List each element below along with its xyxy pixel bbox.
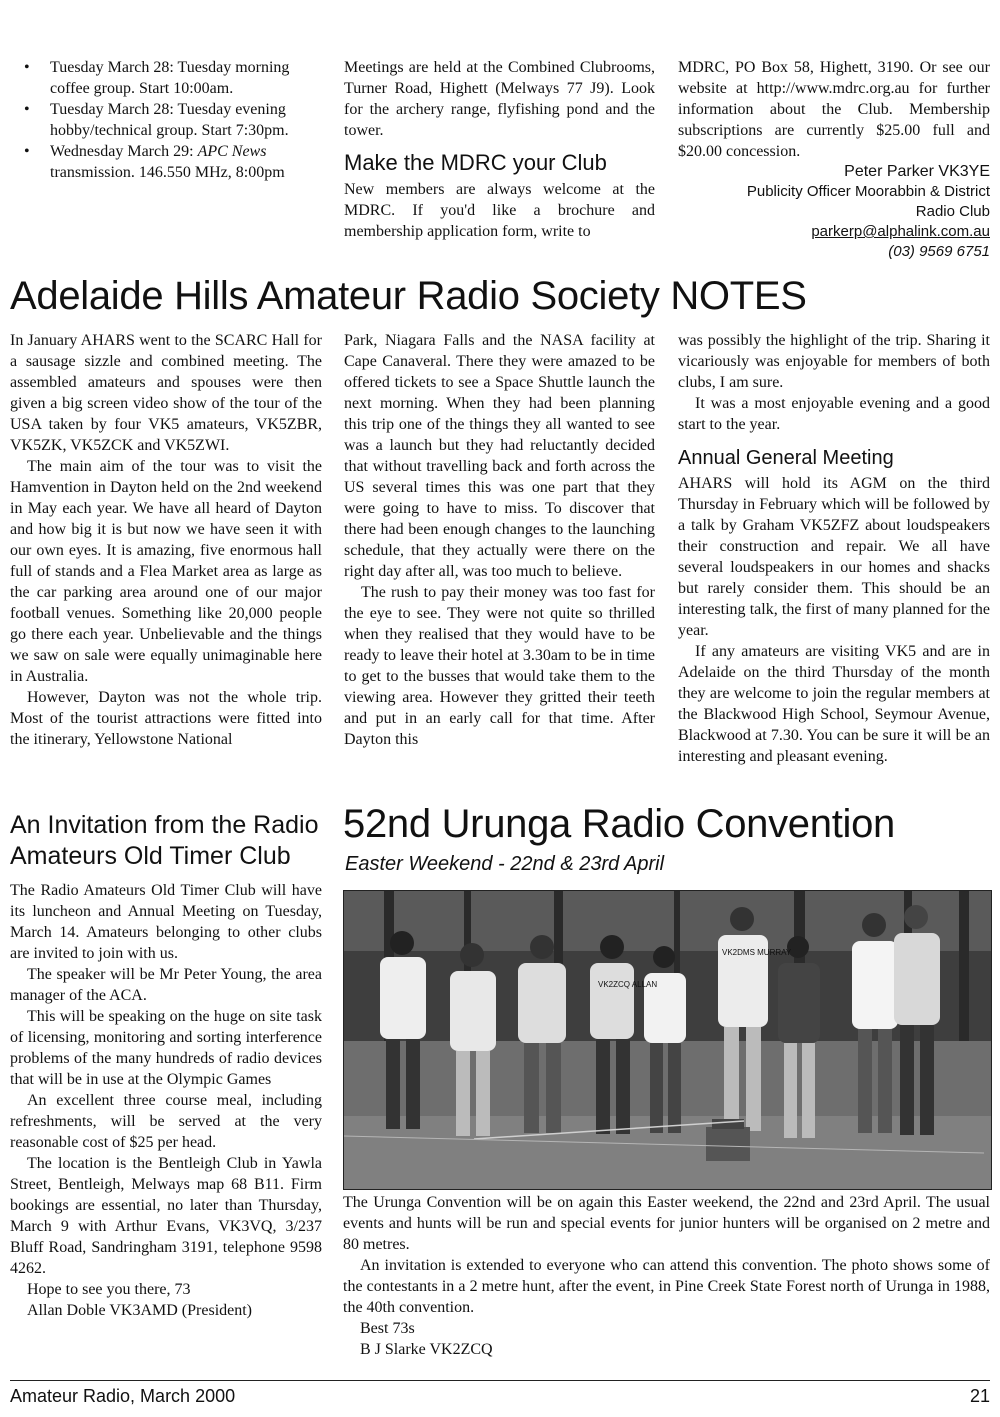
oldtimer-paragraph: The speaker will be Mr Peter Young, the area manager of the ACA. [10,966,322,1004]
bullet-icon: • [24,101,30,118]
ahars-column-2 [344,330,655,750]
oldtimer-signoff: Allan Doble VK3AMD (President) [27,1302,253,1319]
urunga-closing: Best 73s [360,1320,415,1337]
urunga-paragraph: An invitation is extended to everyone who can attend this convention. The photo shows some of the contestants in a 2 metre hunt, after the event, in Pine Creek State Forest north of Urunga in 1988, the 40th convention. [343,1257,990,1316]
equipment-box [706,1119,750,1161]
ahars-title: Adelaide Hills Amateur Radio Society NOTES [10,274,807,318]
mdrc-paragraph-cont: MDRC, PO Box 58, Highett, 3190. Or see our website at http://www.mdrc.org.au for further information about the Club. Membership subscriptions are currently $25.00 full and $20.00 concession. [678,59,990,160]
event-item: • Tuesday March 28: Tuesday evening hobby/technical group. Start 7:30pm. [24,101,289,139]
ahars-paragraph: However, Dayton was not the whole trip. Most of the tourist attractions were fitted into the itinerary, Yellowstone National [10,689,322,748]
urunga-signoff: B J Slarke VK2ZCQ [360,1341,493,1358]
page-number: 21 [969,1386,990,1406]
signoff-name: Peter Parker VK3YE [844,163,990,180]
ahars-paragraph: It was a most enjoyable evening and a good start to the year. [678,395,990,433]
urunga-paragraph: The Urunga Convention will be on again this Easter weekend, the 22nd and 23rd April. The usual events and hunts will be run and special events for junior hunters will be organised on 2 metre and 80 metres. [343,1194,990,1253]
ahars-paragraph: was possibly the highlight of the trip. Sharing it vicariously was enjoyable for members of both clubs, I am sure. [678,332,990,391]
mdrc-paragraph: New members are always welcome at the MDRC. If you'd like a brochure and membership application form, write to [344,181,655,240]
meetings-paragraph: Meetings are held at the Combined Clubrooms, Turner Road, Highett (Melways 77 J9). Look for the archery range, flyfishing pond and the tower. [344,59,655,139]
oldtimer-paragraph: An excellent three course meal, including refreshments, will be served at the very reasonable cost of $25 per head. [10,1092,322,1151]
oldtimer-column [10,810,322,1321]
oldtimer-paragraph: Hope to see you there, 73 [27,1281,191,1298]
events-column [10,57,328,183]
ahars-column-1 [10,330,322,750]
shirt-text-allan: VK2ZCQ ALLAN [598,980,658,989]
oldtimer-paragraph: The Radio Amateurs Old Timer Club will have its luncheon and Annual Meeting on Tuesday, March 14. Amateurs belonging to other clubs are invited to join with us. [10,882,322,962]
signoff-phone: (03) 9569 6751 [888,243,990,260]
ahars-paragraph: Park, Niagara Falls and the NASA facility at Cape Canaveral. There they were amazed to be offered tickets to see a Space Shuttle launch the next morning. When they had been planning this trip one of the things they all wanted to see was a launch but they had reluctantly decided that without travelling back and forth across the US several times this was one part that they were going to have to miss. To discover that there had been enough changes to the launching schedule, that they actually were there on the right day after all, was too much to believe. [344,332,655,580]
ahars-column-3 [678,330,990,767]
shirt-text-murray: VK2DMS MURRAY [722,948,792,957]
footer-rule [10,1380,990,1381]
events-list [10,57,328,183]
mdrc-heading: Make the MDRC your Club [344,150,607,175]
signoff-block [678,162,990,262]
convention-photo-graphic [344,891,991,1189]
bullet-icon: • [24,59,30,76]
agm-paragraph: AHARS will hold its AGM on the third Thursday in February which will be followed by a talk by Graham VK5ZFZ about loudspeakers their construction and repair. We all have several loudspeakers in our homes and shacks but rarely consider them. This should be an interesting talk, the first of many planned for the year. [678,475,990,639]
convention-photo [343,890,992,1190]
ahars-paragraph: The main aim of the tour was to visit the Hamvention in Dayton held on the 2nd weekend in May each year. We have all heard of Dayton and how big it is but now we have seen it with our own eyes. It is amazing, five enormous hall full of stands and a Flea Market area as large as the car parking area around one of our major football venues. Something like 20,000 people go there each year. Unbelievable and the things we saw on sale were equally unimaginable here in Australia. [10,458,322,685]
mdrc-middle-column [344,57,655,242]
mdrc-right-column [678,57,990,262]
urunga-title: 52nd Urunga Radio Convention [343,802,895,846]
event-item: • Wednesday March 29: APC News transmission. 146.550 MHz, 8:00pm [24,143,285,181]
event-item: • Tuesday March 28: Tuesday morning coffee group. Start 10:00am. [24,59,290,97]
agm-paragraph: If any amateurs are visiting VK5 and are in Adelaide on the third Thursday of the month they are welcome to join the regular members at the Blackwood High School, Seymour Avenue, Blackwood at 7.30. You can be sure it will be an interesting and pleasant evening. [678,643,990,765]
bullet-icon: • [24,143,30,160]
oldtimer-paragraph: This will be speaking on the huge on site task of licensing, monitoring and sorting interference problems of the many hundreds of radio devices that will be in use at the Olympic Games [10,1008,322,1088]
agm-heading: Annual General Meeting [678,447,894,469]
footer-publication: Amateur Radio, March 2000 [10,1386,236,1406]
ahars-paragraph: In January AHARS went to the SCARC Hall for a sausage sizzle and combined meeting. The assembled amateurs and spouses were then given a big screen video show of the tour of the USA taken by four VK5 amateurs, VK5ZBR, VK5ZK, VK5ZCK and VK5ZWI. [10,332,322,454]
signoff-role: Publicity Officer Moorabbin & District Radio Club [746,183,990,220]
ahars-paragraph: The rush to pay their money was too fast for the eye to see. They were not quite so thrilled when they realised that they would have to be ready to leave their hotel at 3.30am to be in time to get to the busses that would take them to the viewing area. However they gritted their teeth and put in an early call for that time. After Dayton this [344,584,655,748]
urunga-text-column [343,1192,990,1360]
signoff-email[interactable]: parkerp@alphalink.com.au [811,223,990,240]
urunga-subtitle: Easter Weekend - 22nd & 23rd April [345,853,665,875]
oldtimer-paragraph: The location is the Bentleigh Club in Yawla Street, Bentleigh, Melways map 68 B11. Firm bookings are essential, no later than Thursday, March 9 with Arthur Evans, VK3VQ, 3/237 Bluff Road, Sandringham 3191, telephone 9598 4262. [10,1155,322,1277]
oldtimer-title: An Invitation from the Radio Amateurs Old Timer Club [10,811,319,870]
